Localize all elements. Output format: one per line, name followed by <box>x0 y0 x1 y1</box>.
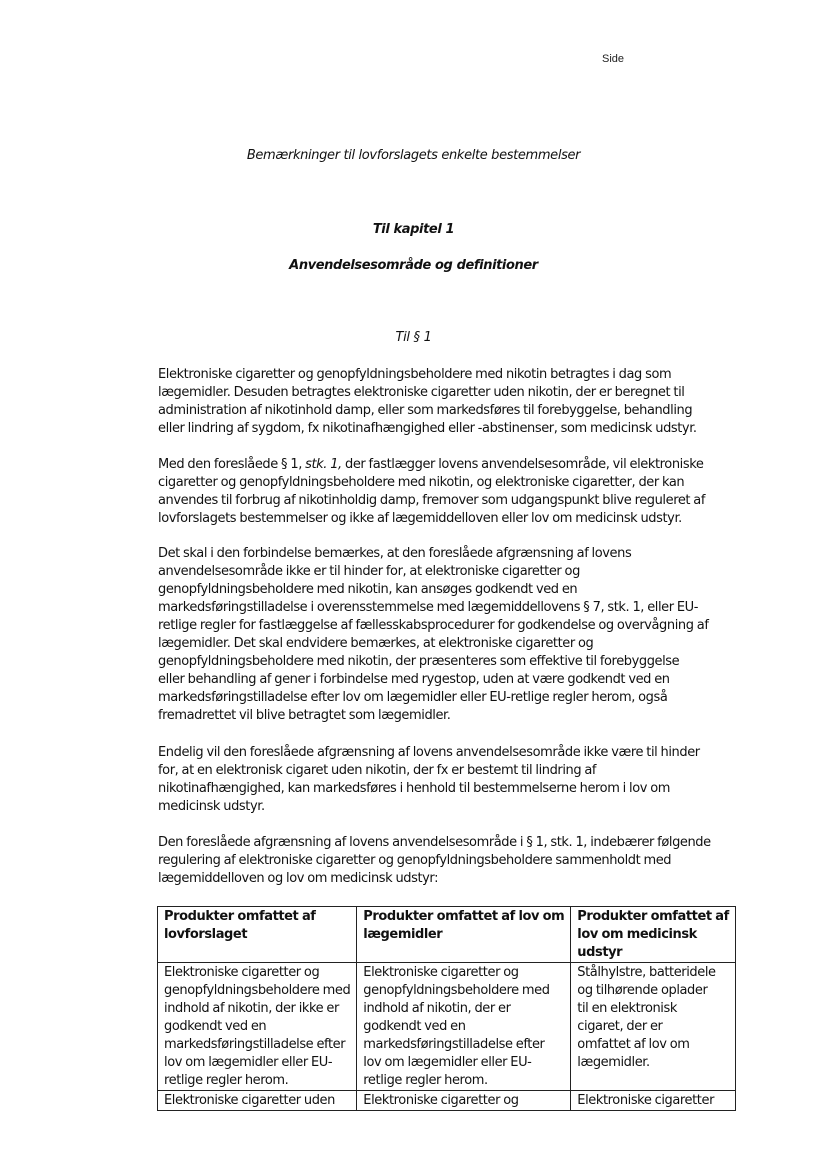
cell-line: Stålhylstre, batteridele <box>577 965 716 980</box>
paragraph-2 <box>158 456 706 528</box>
paragraph-line: Endelig vil den foreslåede afgrænsning af lovens anvendelsesområde ikke være til hinder <box>158 745 700 760</box>
cell-line: lægemidler. <box>577 1055 650 1070</box>
table-row <box>158 963 736 1091</box>
paragraph-line: markedsføringstilladelse i overensstemmelse med lægemiddellovens § 7, stk. 1, eller EU- <box>158 600 699 615</box>
paragraph-line: nikotinafhængighed, kan markedsføres i henhold til bestemmelserne herom i lov om <box>158 781 671 796</box>
chapter-heading: Til kapitel 1 <box>372 222 455 237</box>
paragraph-line: lægemidler. Det skal endvidere bemærkes, at elektroniske cigaretter og <box>158 636 594 651</box>
paragraph-line: lægemiddelloven og lov om medicinsk udstyr: <box>158 871 439 886</box>
cell-line: markedsføringstilladelse efter <box>164 1037 346 1052</box>
paragraph-line: eller behandling af gener i forbindelse med rygestop, uden at være godkendt ved en <box>158 672 670 687</box>
cell-line: Elektroniske cigaretter og <box>363 965 519 980</box>
paragraph-line: retlige regler for fastlæggelse af fællesskabsprocedurer for godkendelse og overvågning af <box>158 618 709 633</box>
table-cell <box>571 1091 736 1111</box>
paragraph-4 <box>158 744 700 816</box>
paragraph-line: lægemidler. Desuden betragtes elektroniske cigaretter uden nikotin, der er beregnet til <box>158 385 685 400</box>
cell-line: Elektroniske cigaretter og <box>363 1093 519 1108</box>
cell-line: indhold af nikotin, der er <box>363 1001 511 1016</box>
cell-line: godkendt ved en <box>363 1019 466 1034</box>
cell-line: retlige regler herom. <box>363 1073 488 1088</box>
header-line: lægemidler <box>363 927 443 942</box>
table-header-lovforslaget <box>158 907 357 963</box>
header-line: lov om medicinsk <box>577 927 697 942</box>
cell-line: retlige regler herom. <box>164 1073 289 1088</box>
paragraph-3 <box>158 545 709 725</box>
document-title: Bemærkninger til lovforslagets enkelte bestemmelser <box>246 148 581 163</box>
paragraph-line: anvendes til forbrug af nikotinholdig damp, fremover som udgangspunkt blive reguleret af <box>158 493 706 508</box>
paragraph-line: lovforslagets bestemmelser og ikke af lægemiddelloven eller lov om medicinsk udstyr. <box>158 511 682 526</box>
cell-line: og tilhørende oplader <box>577 983 708 998</box>
paragraph-text: der fastlægger lovens anvendelsesområde, vil elektroniske <box>341 457 704 472</box>
cell-line: Elektroniske cigaretter <box>577 1093 714 1108</box>
chapter-subtitle: Anvendelsesområde og definitioner <box>289 258 538 273</box>
paragraph-line: markedsføringstilladelse efter lov om lægemidler eller EU-retlige regler herom, også <box>158 690 668 705</box>
cell-line: lov om lægemidler eller EU- <box>164 1055 333 1070</box>
table-cell <box>357 963 571 1091</box>
cell-line: Elektroniske cigaretter og <box>164 965 320 980</box>
cell-line: genopfyldningsbeholdere med <box>363 983 550 998</box>
paragraph-text: Med den foreslåede § 1, <box>158 457 306 472</box>
paragraph-italic-ref: stk. 1, <box>305 457 342 472</box>
paragraph-line: regulering af elektroniske cigaretter og genopfyldningsbeholdere sammenholdt med <box>158 853 672 868</box>
paragraph-line: Den foreslåede afgrænsning af lovens anvendelsesområde i § 1, stk. 1, indebærer følgende <box>158 835 711 850</box>
table-header-row <box>158 907 736 963</box>
header-line: lovforslaget <box>164 927 248 942</box>
table-header-medicinsk-udstyr <box>571 907 736 963</box>
header-line: Produkter omfattet af lov om <box>363 909 565 924</box>
cell-line: Elektroniske cigaretter uden <box>164 1093 335 1108</box>
page-header-label: Side <box>602 53 625 65</box>
section-heading: Til § 1 <box>395 330 432 345</box>
paragraph-line: Det skal i den forbindelse bemærkes, at den foreslåede afgrænsning af lovens <box>158 546 632 561</box>
paragraph-line: administration af nikotinhold damp, eller som markedsføres til forebyggelse, behandling <box>158 403 693 418</box>
regulation-comparison-table <box>157 906 736 1111</box>
paragraph-line: anvendelsesområde ikke er til hinder for, at elektroniske cigaretter og <box>158 564 580 579</box>
paragraph-line: medicinsk udstyr. <box>158 799 265 814</box>
header-line: udstyr <box>577 945 623 960</box>
header-line: Produkter omfattet af <box>164 909 316 924</box>
paragraph-line: genopfyldningsbeholdere med nikotin, der præsenteres som effektive til forebyggelse <box>158 654 680 669</box>
cell-line: omfattet af lov om <box>577 1037 690 1052</box>
paragraph-line: Elektroniske cigaretter og genopfyldningsbeholdere med nikotin betragtes i dag som <box>158 367 672 382</box>
table-cell <box>357 1091 571 1111</box>
paragraph-5 <box>158 834 711 888</box>
cell-line: markedsføringstilladelse efter <box>363 1037 545 1052</box>
paragraph-line: for, at en elektronisk cigaret uden nikotin, der fx er bestemt til lindring af <box>158 763 597 778</box>
table-header-laegemidler <box>357 907 571 963</box>
paragraph-line: cigaretter og genopfyldningsbeholdere med nikotin, og elektroniske cigaretter, der kan <box>158 475 685 490</box>
table-cell <box>571 963 736 1091</box>
paragraph-line: genopfyldningsbeholdere med nikotin, kan ansøges godkendt ved en <box>158 582 578 597</box>
cell-line: genopfyldningsbeholdere med <box>164 983 351 998</box>
table-cell <box>158 963 357 1091</box>
cell-line: til en elektronisk <box>577 1001 677 1016</box>
cell-line: indhold af nikotin, der ikke er <box>164 1001 339 1016</box>
paragraph-1 <box>158 366 697 438</box>
paragraph-line: eller lindring af sygdom, fx nikotinafhængighed eller -abstinenser, som medicinsk udstyr. <box>158 421 697 436</box>
paragraph-line <box>158 456 704 474</box>
cell-line: lov om lægemidler eller EU- <box>363 1055 532 1070</box>
table-cell <box>158 1091 357 1111</box>
cell-line: cigaret, der er <box>577 1019 663 1034</box>
header-line: Produkter omfattet af <box>577 909 729 924</box>
cell-line: godkendt ved en <box>164 1019 267 1034</box>
paragraph-line: fremadrettet vil blive betragtet som lægemidler. <box>158 708 451 723</box>
table-row <box>158 1091 736 1111</box>
